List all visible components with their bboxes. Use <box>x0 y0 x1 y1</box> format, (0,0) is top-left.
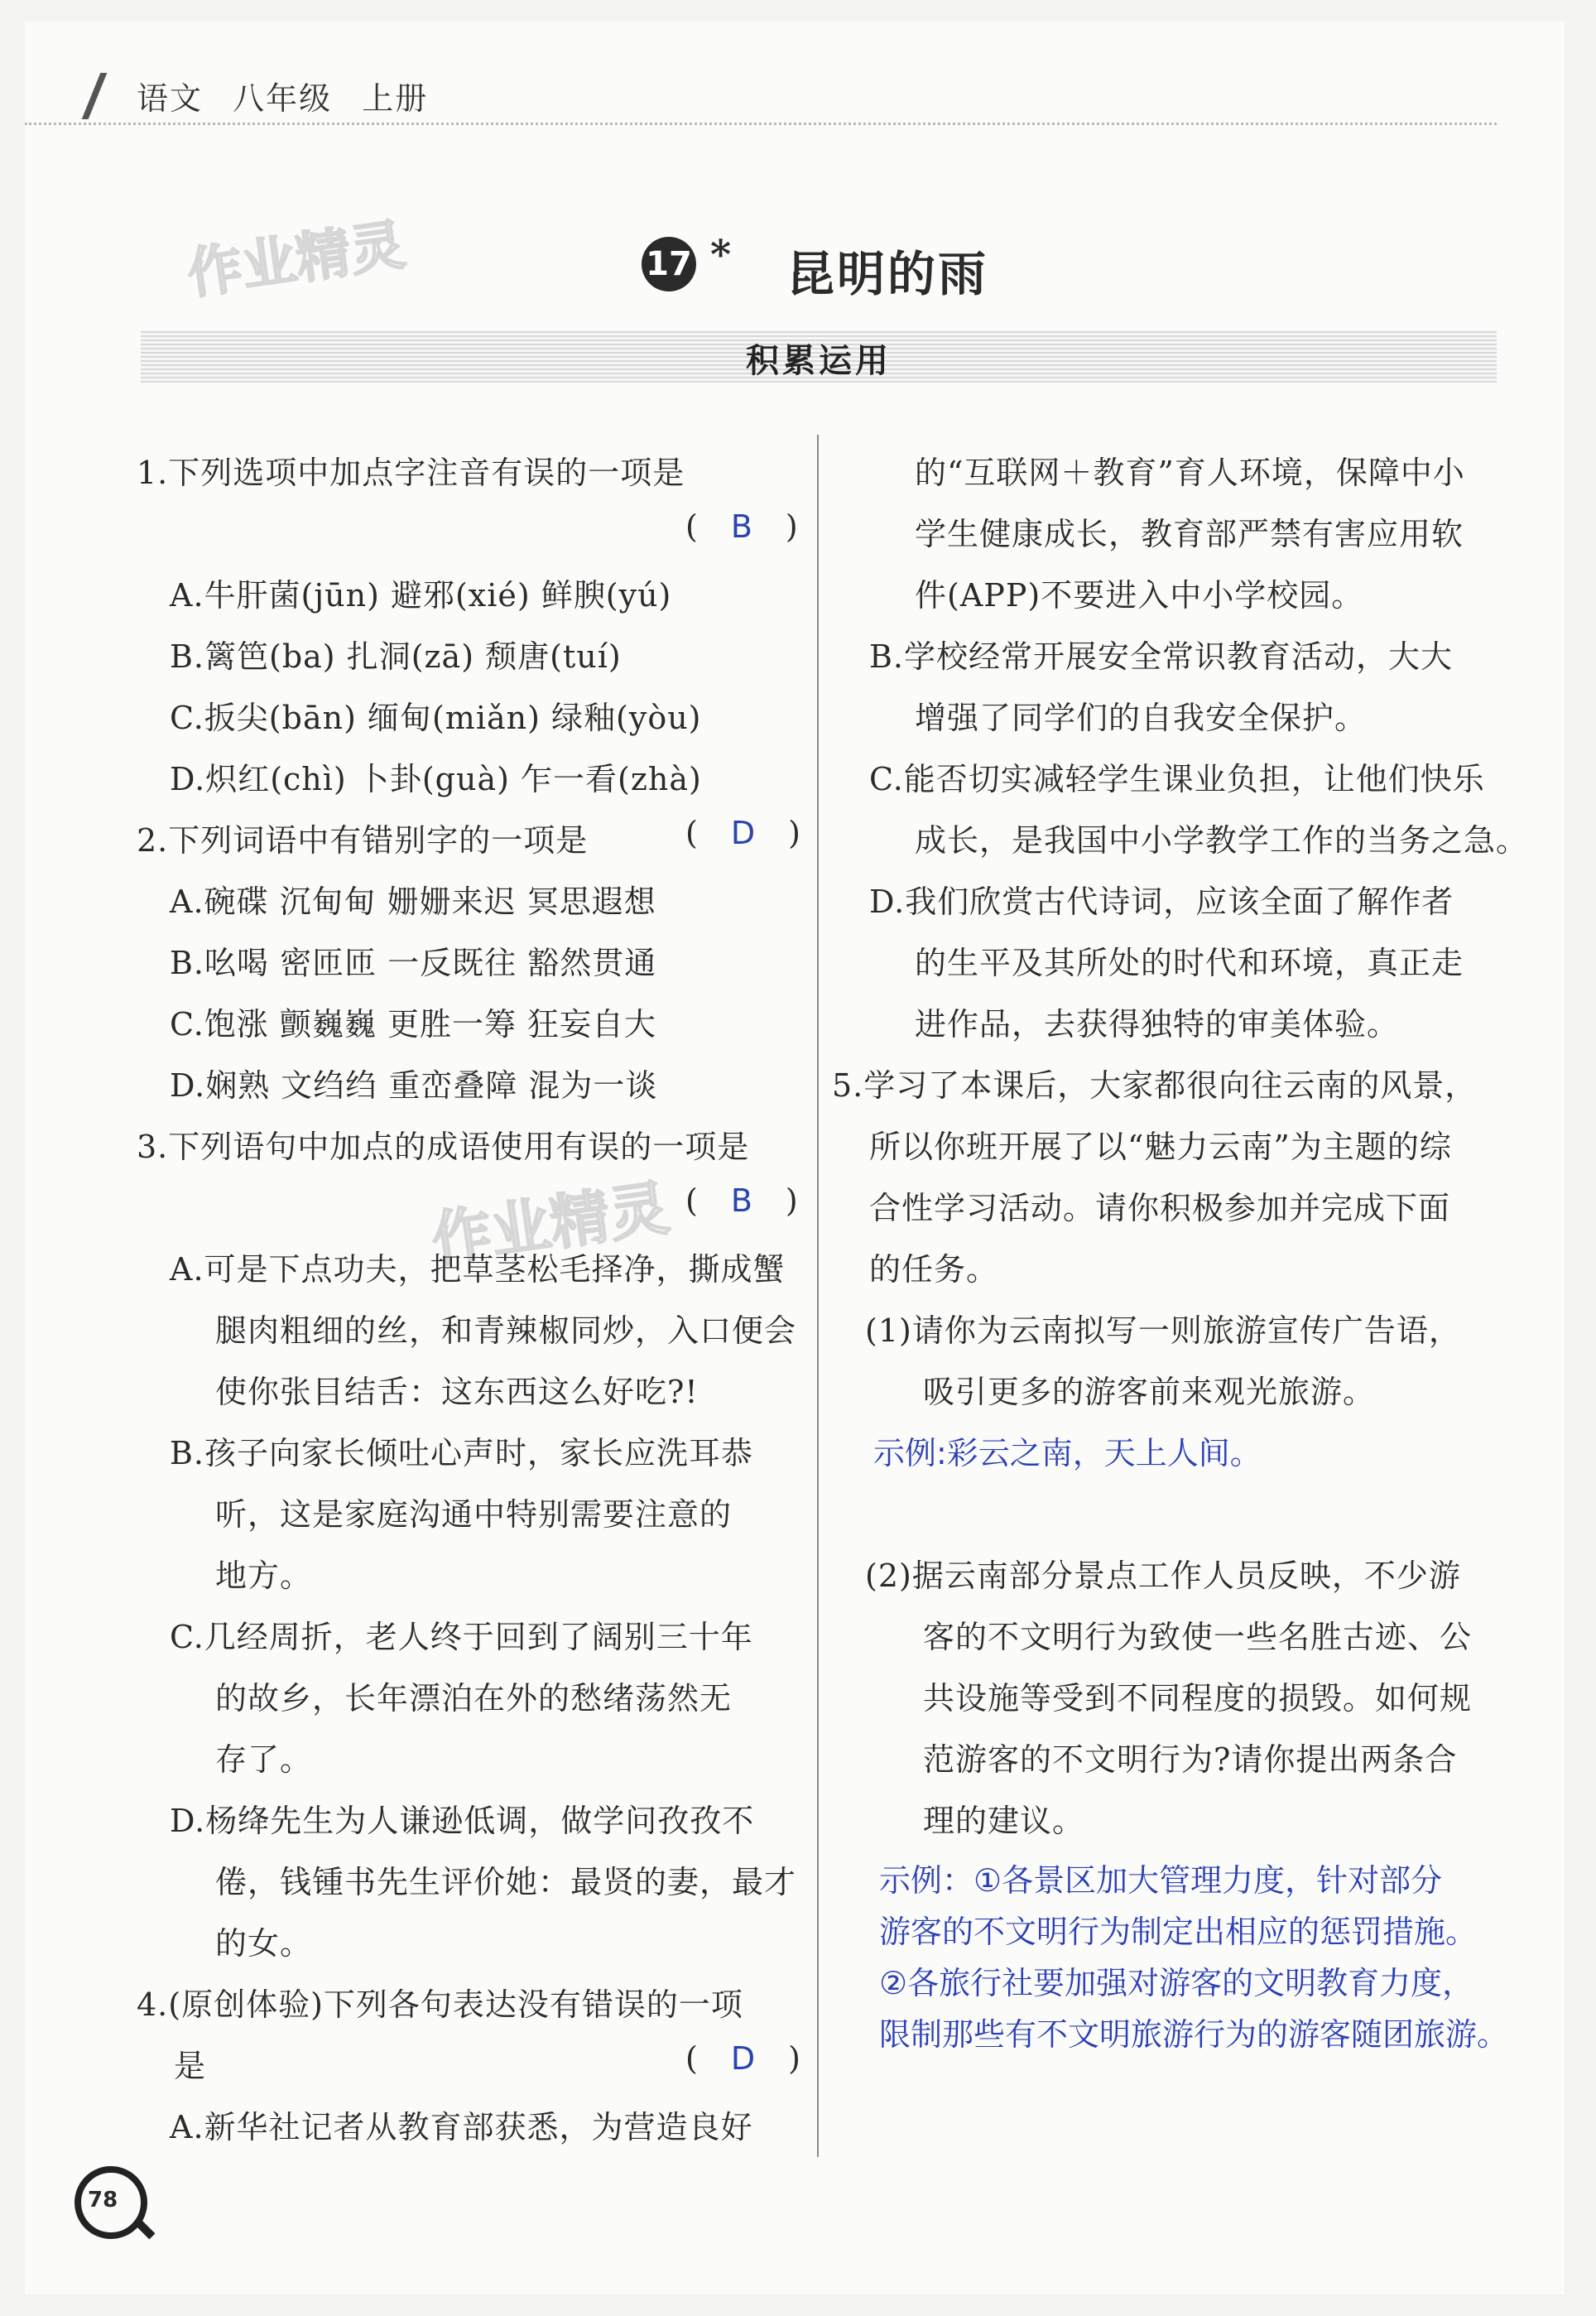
handwritten-line: 示例:彩云之南，天上人间。 <box>873 1435 1262 1471</box>
watermark: 作业精灵 <box>427 1172 674 1275</box>
question-text-line: 的女。 <box>215 1925 313 1962</box>
running-header <box>137 73 446 118</box>
question-text-line: 5.学习了本课后，大家都很向往云南的风景， <box>832 1067 1478 1104</box>
question-text-line: 客的不文明行为致使一些名胜古迹、公 <box>923 1619 1473 1655</box>
question-text-line: 学生健康成长，教育部严禁有害应用软 <box>915 516 1464 552</box>
question-text-line: C.饱涨 颤巍巍 更胜一筹 狂妄自大 <box>170 1006 657 1042</box>
answer-bracket: ( D ) <box>685 2040 800 2077</box>
lesson-number-badge: 17 <box>642 237 696 291</box>
question-text-line: 4.(原创体验)下列各句表达没有错误的一项 <box>137 1986 743 2023</box>
question-text-line: D.炽红(chì) 卜卦(guà) 乍一看(zhà) <box>170 761 702 797</box>
question-text-line: 腿肉粗细的丝，和青辣椒同炒，入口便会 <box>215 1312 797 1349</box>
question-text-line: A.新华社记者从教育部获悉，为营造良好 <box>170 2109 753 2145</box>
question-text-line: D.娴熟 文绉绉 重峦叠障 混为一谈 <box>170 1067 658 1104</box>
header-rule <box>25 123 1497 125</box>
question-text-line: 倦，钱锺书先生评价她：最贤的妻，最才 <box>215 1864 797 1900</box>
lesson-title: 昆明的雨 <box>786 246 989 302</box>
question-text-line: 的任务。 <box>869 1251 999 1288</box>
question-text-line: (2)据云南部分景点工作人员反映，不少游 <box>865 1558 1461 1594</box>
question-text-line: B.吆喝 密匝匝 一反既往 豁然贯通 <box>170 945 657 981</box>
question-text-line: 所以你班开展了以“魅力云南”为主题的综 <box>869 1129 1452 1165</box>
answer-letter: D <box>730 2040 756 2077</box>
watermark: 作业精灵 <box>183 212 409 306</box>
question-text-line: 存了。 <box>215 1741 313 1778</box>
question-text-line: D.我们欣赏古代诗词，应该全面了解作者 <box>869 884 1454 920</box>
answer-letter: B <box>730 1182 752 1219</box>
question-text-line: 合性学习活动。请你积极参加并完成下面 <box>869 1190 1451 1226</box>
handwritten-line: 示例：①各景区加大管理力度，针对部分 <box>879 1862 1443 1899</box>
question-text-line: 共设施等受到不同程度的损毁。如何规 <box>923 1680 1473 1717</box>
question-text-line: 听，这是家庭沟通中特别需要注意的 <box>215 1496 733 1533</box>
handwritten-line: 限制那些有不文明旅游行为的游客随团旅游。 <box>879 2016 1509 2053</box>
question-text-line: C.扳尖(bān) 缅甸(miǎn) 绿釉(yòu) <box>170 700 702 736</box>
page-number: 78 <box>88 2188 118 2212</box>
question-text-line: B.学校经常开展安全常识教育活动，大大 <box>869 638 1454 675</box>
header-subject: 语文 <box>137 80 204 117</box>
question-text-line: (1)请你为云南拟写一则旅游宣传广告语， <box>865 1312 1461 1349</box>
answer-letter: B <box>730 508 752 545</box>
question-text-line: A.牛肝菌(jūn) 避邪(xié) 鲜腴(yú) <box>170 577 672 614</box>
section-title: 积累运用 <box>746 342 892 380</box>
question-text-line: B.篱笆(ba) 扎洞(zā) 颓唐(tuí) <box>170 638 622 675</box>
question-text-line: 地方。 <box>215 1558 313 1594</box>
question-text-line: B.孩子向家长倾吐心声时，家长应洗耳恭 <box>170 1435 754 1471</box>
question-text-line: D.杨绛先生为人谦逊低调，做学问孜孜不 <box>170 1803 755 1839</box>
question-text-line: 1.下列选项中加点字注音有误的一项是 <box>137 455 685 491</box>
question-text-line: C.能否切实减轻学生课业负担，让他们快乐 <box>869 761 1485 797</box>
question-text-line: C.几经周折，老人终于回到了阔别三十年 <box>170 1619 753 1655</box>
question-text-line: 是 <box>174 2048 207 2084</box>
question-text-line: 3.下列语句中加点的成语使用有误的一项是 <box>137 1129 750 1165</box>
question-text-line: 吸引更多的游客前来观光旅游。 <box>923 1374 1376 1410</box>
question-text-line: 增强了同学们的自我安全保护。 <box>915 700 1368 736</box>
header-volume: 上册 <box>362 80 429 117</box>
question-text-line: A.可是下点功夫，把草茎松毛择净，撕成蟹 <box>170 1251 786 1288</box>
question-text-line: 2.下列词语中有错别字的一项是 <box>137 822 589 859</box>
answer-bracket: ( D ) <box>685 815 800 851</box>
header-grade: 八年级 <box>233 80 333 117</box>
section-band <box>141 330 1497 383</box>
answer-bracket: ( B ) <box>685 508 798 545</box>
question-text-line: 的生平及其所处的时代和环境，真正走 <box>915 945 1464 981</box>
question-text-line: 的“互联网＋教育”育人环境，保障中小 <box>915 455 1465 491</box>
answer-bracket: ( B ) <box>685 1182 798 1219</box>
question-text-line: A.碗碟 沉甸甸 姗姗来迟 冥思遐想 <box>170 884 656 920</box>
column-divider <box>817 435 819 2157</box>
question-text-line: 进作品，去获得独特的审美体验。 <box>915 1006 1400 1042</box>
lesson-star-mark: * <box>710 232 732 278</box>
page-number-badge <box>75 2166 151 2242</box>
question-text-line: 件(APP)不要进入中小学校园。 <box>915 577 1364 614</box>
handwritten-line: ②各旅行社要加强对游客的文明教育力度， <box>879 1965 1474 2001</box>
handwritten-line: 游客的不文明行为制定出相应的惩罚措施。 <box>879 1914 1478 1950</box>
question-text-line: 的故乡，长年漂泊在外的愁绪荡然无 <box>215 1680 733 1717</box>
answer-letter: D <box>730 815 756 851</box>
question-text-line: 理的建议。 <box>923 1803 1085 1839</box>
question-text-line: 成长，是我国中小学教学工作的当务之急。 <box>915 822 1529 859</box>
question-text-line: 使你张目结舌：这东西这么好吃?! <box>215 1374 699 1410</box>
question-text-line: 范游客的不文明行为?请你提出两条合 <box>923 1741 1458 1778</box>
